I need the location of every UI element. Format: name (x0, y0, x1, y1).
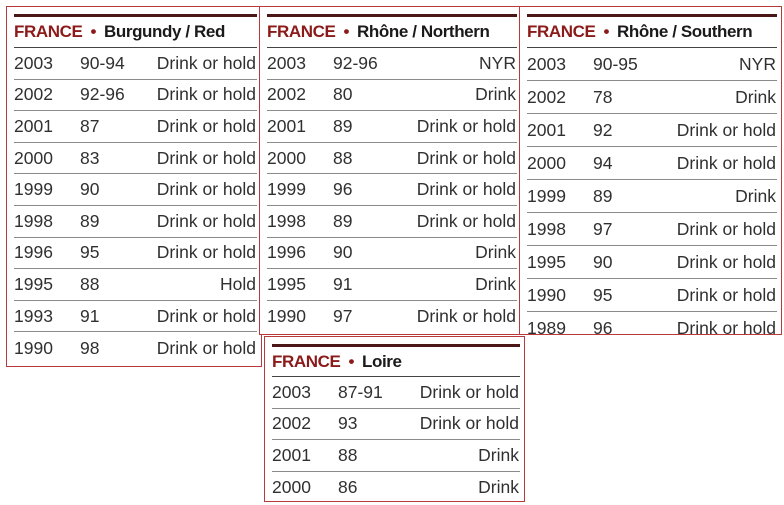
drink-status: Drink (475, 273, 516, 294)
vintage-year: 2001 (14, 115, 53, 136)
vintage-year: 1999 (267, 179, 306, 200)
vintage-score: 90-95 (593, 53, 638, 74)
vintage-table-burgundy-red (6, 6, 262, 367)
vintage-score: 96 (333, 179, 353, 200)
vintage-score: 88 (333, 147, 353, 168)
region-label: Rhône / Northern (357, 22, 490, 41)
vintage-year: 2000 (14, 147, 53, 168)
table-row (527, 114, 777, 147)
vintage-table-rhone-northern (259, 6, 522, 335)
table-row (14, 111, 257, 143)
vintage-score: 92 (593, 119, 613, 140)
vintage-score: 87 (80, 115, 100, 136)
drink-status: Drink or hold (156, 84, 256, 105)
table-row (527, 213, 777, 246)
table-row (272, 377, 520, 409)
vintage-score: 86 (338, 477, 358, 498)
bullet-separator: • (90, 22, 96, 41)
country-label: FRANCE (272, 351, 341, 371)
vintage-score: 91 (333, 273, 353, 294)
vintage-score: 88 (338, 444, 358, 465)
table-row (272, 440, 520, 472)
table-row (267, 48, 517, 80)
vintage-year: 2003 (267, 52, 306, 73)
vintage-year: 1990 (527, 284, 566, 305)
drink-status: Drink or hold (156, 147, 256, 168)
drink-status: Drink or hold (156, 242, 256, 263)
vintage-year: 2000 (267, 147, 306, 168)
table-row (14, 301, 257, 333)
vintage-table-loire (264, 336, 525, 502)
drink-status: Drink (478, 477, 519, 498)
vintage-score: 89 (593, 185, 613, 206)
drink-status: Drink or hold (416, 306, 516, 327)
vintage-rows (272, 377, 520, 503)
vintage-year: 1995 (527, 251, 566, 272)
drink-status: Drink or hold (156, 179, 256, 200)
vintage-year: 2001 (527, 119, 566, 140)
table-row (14, 238, 257, 270)
vintage-year: 1995 (14, 273, 53, 294)
vintage-year: 1989 (527, 318, 566, 338)
vintage-year: 1990 (14, 337, 53, 358)
drink-status: Drink or hold (419, 413, 519, 434)
drink-status: Drink or hold (676, 218, 776, 239)
region-label: Burgundy / Red (104, 22, 225, 41)
drink-status: NYR (739, 53, 776, 74)
vintage-score: 90-94 (80, 52, 125, 73)
table-row (14, 206, 257, 238)
bullet-separator: • (603, 22, 609, 41)
region-label: Rhône / Southern (617, 22, 753, 41)
vintage-score: 89 (80, 210, 100, 231)
vintage-year: 2003 (527, 53, 566, 74)
vintage-score: 87-91 (338, 381, 383, 402)
drink-status: Drink or hold (676, 119, 776, 140)
vintage-rows (14, 48, 257, 364)
table-row (14, 48, 257, 80)
table-row (267, 206, 517, 238)
country-label: FRANCE (267, 22, 336, 41)
drink-status: Drink (475, 84, 516, 105)
vintage-score: 91 (80, 305, 100, 326)
drink-status: NYR (479, 52, 516, 73)
vintage-year: 1999 (14, 179, 53, 200)
vintage-score: 90 (333, 242, 353, 263)
drink-status: Drink or hold (676, 251, 776, 272)
drink-status: Drink or hold (156, 115, 256, 136)
vintage-year: 1998 (14, 210, 53, 231)
vintage-year: 2002 (267, 84, 306, 105)
vintage-score: 98 (80, 337, 100, 358)
drink-status: Drink (475, 242, 516, 263)
vintage-score: 83 (80, 147, 100, 168)
table-row (14, 174, 257, 206)
drink-status: Drink or hold (156, 337, 256, 358)
vintage-score: 88 (80, 273, 100, 294)
table-row (267, 111, 517, 143)
table-row (527, 81, 777, 114)
drink-status: Drink or hold (416, 147, 516, 168)
drink-status: Drink (478, 444, 519, 465)
table-row (14, 269, 257, 301)
table-row (272, 472, 520, 504)
drink-status: Drink or hold (156, 210, 256, 231)
vintage-score: 89 (333, 210, 353, 231)
vintage-year: 1996 (14, 242, 53, 263)
vintage-rows (527, 48, 777, 345)
vintage-score: 95 (593, 284, 613, 305)
table-row (267, 301, 517, 333)
table-row (14, 80, 257, 112)
drink-status: Drink or hold (676, 152, 776, 173)
drink-status: Drink or hold (676, 284, 776, 305)
drink-status: Drink or hold (419, 381, 519, 402)
drink-status: Drink or hold (416, 115, 516, 136)
table-row (267, 174, 517, 206)
vintage-rows (267, 48, 517, 332)
vintage-score: 90 (593, 251, 613, 272)
drink-status: Drink or hold (156, 52, 256, 73)
bullet-separator: • (343, 22, 349, 41)
vintage-year: 1998 (527, 218, 566, 239)
vintage-score: 92-96 (80, 84, 125, 105)
table-row (267, 80, 517, 112)
vintage-score: 97 (333, 306, 353, 327)
table-row (267, 238, 517, 270)
vintage-table-rhone-southern (519, 6, 782, 338)
table-row (527, 312, 777, 345)
country-label: FRANCE (527, 22, 596, 41)
vintage-score: 96 (593, 318, 613, 338)
table-row (527, 48, 777, 81)
table-row (527, 147, 777, 180)
vintage-score: 93 (338, 413, 358, 434)
vintage-year: 2002 (14, 84, 53, 105)
table-header (14, 17, 257, 48)
vintage-year: 2001 (267, 115, 306, 136)
vintage-year: 1995 (267, 273, 306, 294)
drink-status: Drink or hold (416, 210, 516, 231)
vintage-year: 2002 (272, 413, 311, 434)
table-row (527, 246, 777, 279)
drink-status: Drink or hold (676, 318, 776, 338)
table-row (267, 269, 517, 301)
table-row (272, 409, 520, 441)
vintage-score: 95 (80, 242, 100, 263)
vintage-score: 80 (333, 84, 353, 105)
country-label: FRANCE (14, 22, 83, 41)
vintage-score: 97 (593, 218, 613, 239)
vintage-score: 94 (593, 152, 613, 173)
vintage-year: 1999 (527, 185, 566, 206)
drink-status: Hold (220, 273, 256, 294)
vintage-year: 2002 (527, 86, 566, 107)
drink-status: Drink or hold (416, 179, 516, 200)
table-header (267, 17, 517, 48)
vintage-year: 2003 (272, 381, 311, 402)
drink-status: Drink or hold (156, 305, 256, 326)
table-header (272, 347, 520, 377)
vintage-year: 2000 (527, 152, 566, 173)
vintage-year: 2003 (14, 52, 53, 73)
region-label: Loire (362, 351, 402, 371)
table-header (527, 17, 777, 48)
vintage-score: 92-96 (333, 52, 378, 73)
vintage-year: 1998 (267, 210, 306, 231)
vintage-score: 90 (80, 179, 100, 200)
bullet-separator: • (348, 351, 354, 371)
table-row (527, 279, 777, 312)
vintage-year: 1990 (267, 306, 306, 327)
drink-status: Drink (735, 86, 776, 107)
vintage-year: 2000 (272, 477, 311, 498)
table-row (267, 143, 517, 175)
table-row (14, 143, 257, 175)
vintage-year: 1996 (267, 242, 306, 263)
table-row (14, 332, 257, 364)
vintage-score: 78 (593, 86, 613, 107)
vintage-year: 1993 (14, 305, 53, 326)
vintage-score: 89 (333, 115, 353, 136)
drink-status: Drink (735, 185, 776, 206)
table-row (527, 180, 777, 213)
vintage-year: 2001 (272, 444, 311, 465)
